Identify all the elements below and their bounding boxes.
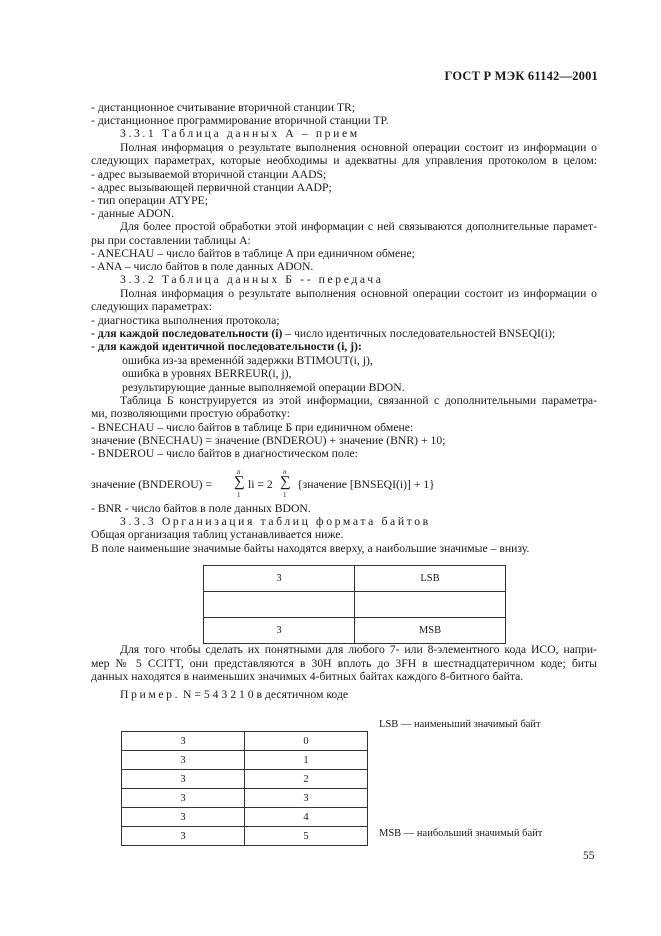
text-line: - адрес вызывающей первичной станции AADP; — [91, 181, 332, 194]
text-line: Полная информация о результате выполнения основной операции состоит из информации о — [120, 141, 597, 154]
table-row — [122, 770, 368, 789]
sigma-symbol: ∑ — [234, 474, 245, 490]
text-line: - BNECHAU – число байтов в таблице Б при единичном обмене: — [91, 421, 414, 434]
table-cell: 3 — [122, 808, 245, 827]
table-cell — [355, 592, 506, 618]
text-line: результирующие данные выполняемой операции BDON. — [122, 381, 405, 394]
text-line: данных находятся в наименьших значимых 4-битных байтах каждого 8-битного байта. — [91, 670, 524, 683]
example-label: Пример. — [120, 688, 181, 701]
formula-lhs: значение (BNDEROU) = — [91, 478, 213, 491]
text-line: мер № 5 CCITT, они представляются в 30Н вплоть до 3FH в шестнадцатеричном коде; биты — [91, 657, 597, 670]
text-line: - BNR - число байтов в поле данных BDON. — [91, 502, 311, 515]
table-row — [122, 789, 368, 808]
section-heading-3-3-1: 3.3.1 Таблица данных А – прием — [120, 127, 360, 140]
table-cell: 1 — [245, 751, 368, 770]
table-row — [122, 827, 368, 846]
text-line: Для более простой обработки этой информации с ней связываются дополнительные парамет- — [120, 220, 597, 233]
lsb-note: LSB — наименьший значимый байт — [379, 719, 541, 730]
bold-phrase: - для каждой идентичной последовательности (i, j): — [91, 340, 362, 353]
table-row — [122, 808, 368, 827]
text-line: значение (BNECHAU) = значение (BNDEROU) + значение (BNR) + 10; — [91, 434, 446, 447]
text-line: - дистанционное программирование вторичной станции TP. — [91, 114, 389, 127]
text-line: Для того чтобы сделать их понятными для любого 7- или 8-элементного кода ИСО, напри- — [120, 643, 597, 656]
text-line: следующих параметрах: — [91, 300, 213, 313]
text-line: следующих параметрах, которые необходимы и адекватны для управления протоколом в целом: — [91, 154, 597, 167]
table-cell: 3 — [204, 618, 355, 644]
table-cell: 2 — [245, 770, 368, 789]
msb-note: MSB — наибольший значимый байт — [379, 828, 543, 839]
text-line: - ANECHAU – число байтов в таблице А при единичном обмене; — [91, 247, 415, 260]
table-cell: 4 — [245, 808, 368, 827]
text-line: - ANA – число байтов в поле данных ADON. — [91, 260, 314, 273]
text-line: - данные ADON. — [91, 207, 175, 220]
table-cell: 3 — [122, 789, 245, 808]
byte-format-table — [203, 565, 506, 644]
page-number: 55 — [583, 850, 595, 862]
text-line: - диагностика выполнения протокола; — [91, 314, 280, 327]
text-line: Полная информация о результате выполнения основной операции состоит из информации о — [120, 287, 597, 300]
text-fragment: N = 5 4 3 2 1 0 в десятичном коде — [180, 688, 349, 701]
table-row — [204, 618, 506, 644]
table-cell: 3 — [122, 770, 245, 789]
text-line — [91, 327, 597, 340]
text-line: ошибка из-за временнóй задержки BTIMOUT(i, j), — [122, 354, 373, 367]
section-heading-3-3-3: 3.3.3 Организация таблиц формата байтов — [120, 515, 431, 528]
example-line — [120, 688, 597, 701]
text-line: - тип операции ATYPE; — [91, 194, 208, 207]
table-cell: 3 — [122, 751, 245, 770]
text-line: ошибка в уровнях BERREUR(i, j), — [122, 367, 292, 380]
text-line: ры при составлении таблицы А: — [91, 234, 251, 247]
table-row — [204, 592, 506, 618]
table-cell: 3 — [122, 827, 245, 846]
sigma-symbol: ∑ — [280, 474, 291, 490]
text-line: - дистанционное считывание вторичной станции TR; — [91, 101, 356, 114]
section-heading-3-3-2: 3.3.2 Таблица данных Б -- передача — [120, 273, 384, 286]
sum-term: {значение [BNSEQI(i)] + 1} — [297, 478, 435, 491]
table-cell — [204, 592, 355, 618]
sum-upper-limit: n — [237, 468, 241, 476]
bold-phrase: - для каждой последовательности (i) — [91, 327, 283, 340]
sum-lower-limit: 1 — [283, 491, 287, 499]
table-row — [204, 566, 506, 592]
table-cell: 3 — [204, 566, 355, 592]
table-cell: 3 — [245, 789, 368, 808]
text-line: Общая организация таблиц устанавливается ниже. — [91, 528, 344, 541]
table-row — [122, 751, 368, 770]
table-cell: 3 — [122, 732, 245, 751]
text-line: Таблица Б конструируется из этой информации, связанной с дополнительными параметра- — [120, 394, 597, 407]
text-line: - адрес вызываемой вторичной станции AADS; — [91, 168, 327, 181]
sum-lower-limit: 1 — [237, 491, 241, 499]
text-line: В поле наименьшие значимые байты находятся вверху, а наибольшие значимые – внизу. — [91, 542, 530, 555]
example-byte-table — [121, 731, 368, 846]
table-cell: 5 — [245, 827, 368, 846]
document-header: ГОСТ Р МЭК 61142—2001 — [444, 69, 598, 83]
sum-upper-limit: n — [283, 468, 287, 476]
table-cell: 0 — [245, 732, 368, 751]
text-fragment: – число идентичных последовательностей BNSEQI(i); — [282, 327, 556, 340]
text-line: - BNDEROU – число байтов в диагностическом поле: — [91, 447, 358, 460]
text-line: ми, позволяющими простую обработку: — [91, 407, 290, 420]
table-cell: MSB — [355, 618, 506, 644]
sum-formula — [91, 470, 591, 500]
table-row — [122, 732, 368, 751]
sum-term: li = 2 — [248, 478, 273, 491]
table-cell: LSB — [355, 566, 506, 592]
